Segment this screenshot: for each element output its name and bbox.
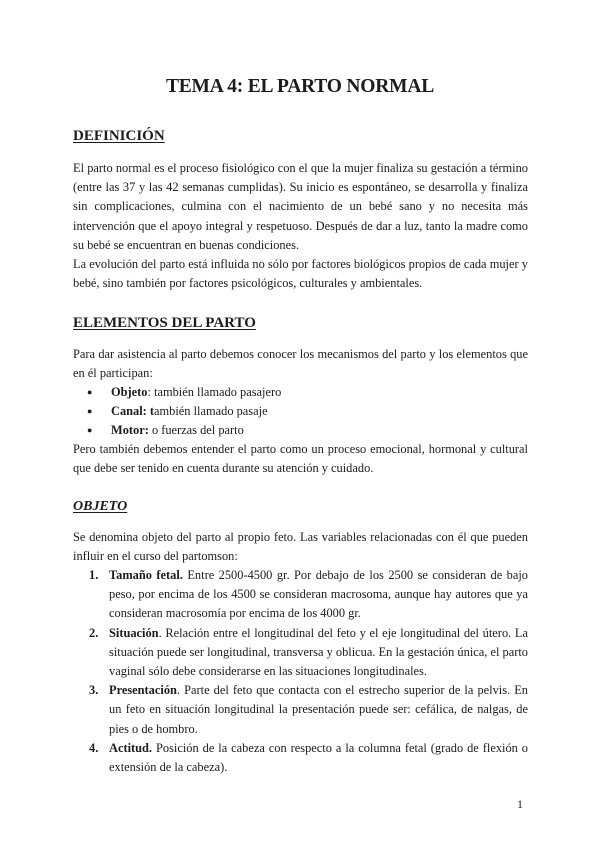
list-item: 1. Tamaño fetal. Entre 2500-4500 gr. Por debajo de los 2500 se consideran de bajo peso, por encima de los 4500 se consideran macrosoma, aunque hay autores que ya consideran macrosomía por encima de los 4000 gr. [89, 568, 528, 621]
elementos-intro: Para dar asistencia al parto debemos conocer los mecanismos del parto y los elementos que en él participan: [73, 347, 528, 381]
list-item: 2. Situación. Relación entre el longitudinal del feto y el eje longitudinal del útero. La situación puede ser longitudinal, transversa y oblicua. En la gestación única, el parto vaginal sólo debe considerarse en las situaciones longitudinales. [89, 625, 528, 679]
list-item: ● Objeto: también llamado pasajero [109, 383, 281, 402]
objeto-intro: Se denomina objeto del parto al propio feto. Las variables relacionadas con él que pueden influir en el curso del partomson: [73, 530, 528, 564]
elementos-outro: Pero también debemos entender el parto como un proceso emocional, hormonal y cultural que debe ser tenido en cuenta durante su atención y cuidado. [73, 442, 528, 476]
list-item: 4. Actitud. Posición de la cabeza con respecto a la columna fetal (grado de flexión o extensión de la cabeza). [89, 740, 528, 775]
list-item: 3. Presentación. Parte del feto que contacta con el estrecho superior de la pelvis. En un feto en situación longitudinal la presentación puede ser: cefálica, de nalgas, de pies o de hombro. [89, 683, 528, 736]
definicion-paragraph-1: El parto normal es el proceso fisiológico con el que la mujer finaliza su gestación a término (entre las 37 y las 42 semanas cumplidas). Su inicio es espontáneo, se desarrolla y finaliza sin complicaciones, culmina con el nacimiento de un bebé sano y no necesita más intervención que el apoyo integral y respetuoso. Después de dar a luz, tanto la madre como su bebé se encuentran en buenas condiciones. [73, 161, 528, 252]
list-item: ● Motor: o fuerzas del parto [109, 421, 281, 440]
definicion-paragraph-2: La evolución del parto está influida no sólo por factores biológicos propios de cada mujer y bebé, sino también por factores psicológicos, culturales y ambientales. [73, 257, 528, 291]
page-title: TEMA 4: EL PARTO NORMAL [165, 76, 435, 97]
section-heading-definicion: DEFINICIÓN [73, 128, 165, 144]
objeto-list [89, 566, 528, 777]
section-heading-objeto: OBJETO [73, 499, 128, 514]
elementos-list [109, 383, 281, 441]
section-heading-elementos: ELEMENTOS DEL PARTO [73, 315, 256, 331]
page-number: 1 [517, 797, 523, 811]
list-item: ● Canal: también llamado pasaje [109, 402, 281, 421]
